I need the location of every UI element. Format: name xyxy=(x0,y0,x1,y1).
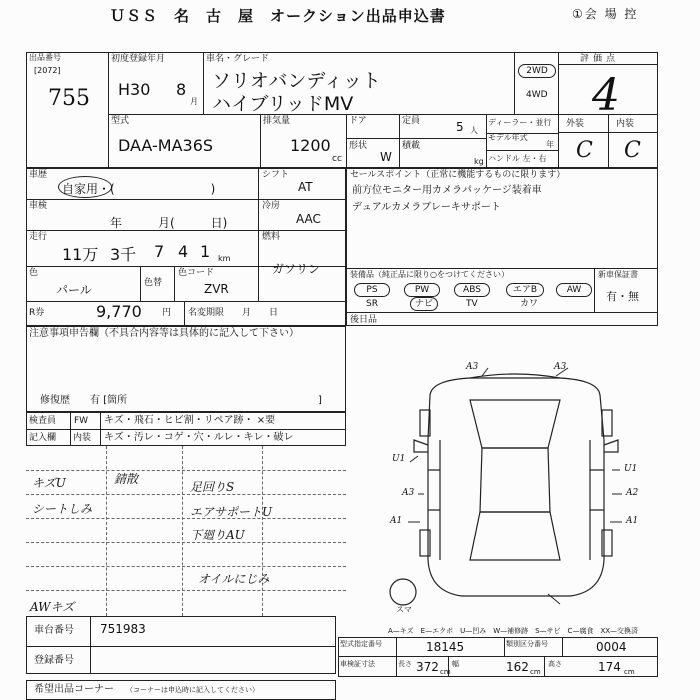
drive-2wd: 2WD xyxy=(518,64,556,78)
load-label: 積載 xyxy=(402,141,421,151)
equip-pw: PW xyxy=(404,283,440,297)
mark-spare: スマ xyxy=(396,605,412,614)
displacement-unit: cc xyxy=(332,154,342,164)
mark-a3-front-left: A3 xyxy=(466,362,479,372)
capacity-unit: 人 xyxy=(470,126,478,135)
sales-point-line1: 前方位モニター用カメラパッケージ装着車 xyxy=(352,185,542,196)
repair-history-close: ] xyxy=(318,395,322,406)
remark-seat-stain: シートしみ xyxy=(32,502,93,516)
warranty-value: 有・無 xyxy=(606,290,639,303)
inspector-row2-text: キズ・汚レ・コゲ・穴・ルレ・キレ・破レ xyxy=(104,432,294,443)
mark-a1-right: A1 xyxy=(626,516,639,526)
footer-note: （コーナーは申込時に記入してください） xyxy=(126,686,259,694)
car-name-line2: ハイブリッドMV xyxy=(212,93,354,115)
mileage-unit: km xyxy=(218,254,231,263)
displacement-value: 1200 xyxy=(290,136,331,155)
registration-month-unit: 月 xyxy=(190,97,198,106)
lot-number: 755 xyxy=(48,86,90,111)
car-history-label: 車歴 xyxy=(29,170,48,180)
remark-air-support: エアサポートU xyxy=(190,505,273,519)
equip-leather: カワ xyxy=(520,299,539,309)
recycle-value: 9,770 xyxy=(96,302,142,321)
model-code-value: 18145 xyxy=(426,640,465,654)
sales-point-label: セールスポイント（正常に機能するものに限ります） xyxy=(350,170,566,180)
reg-number-label: 登録番号 xyxy=(34,655,74,666)
chassis-label: 車台番号 xyxy=(34,625,74,636)
color-code-value: ZVR xyxy=(204,282,229,296)
equip-tv: TV xyxy=(466,299,478,309)
evaluation-score: 4 xyxy=(592,70,620,121)
recycle-label: R券 xyxy=(29,308,45,318)
color-change-label: 色替 xyxy=(144,278,163,288)
mark-a1-left: A1 xyxy=(390,516,403,526)
warranty-label: 新車保証書 xyxy=(598,270,638,279)
remark-rust: 錆散 xyxy=(114,472,139,486)
inspector-row2-tag: 内装 xyxy=(73,433,92,443)
category-value: 0004 xyxy=(596,640,627,654)
after-parts-label: 後日品 xyxy=(350,315,378,325)
chassis-value: 751983 xyxy=(100,622,146,636)
repair-history-label: 修復歴 有 [箇所 xyxy=(40,395,128,406)
fuel-label: 燃料 xyxy=(262,232,281,242)
lot-code: [2072] xyxy=(34,66,61,75)
length-unit: cm xyxy=(440,668,451,676)
registration-era-year: H30 xyxy=(118,80,151,99)
lot-label: 出品番号 xyxy=(29,53,61,62)
mileage-digit-1: 11万 xyxy=(62,245,99,264)
dims-label: 車検証寸法 xyxy=(340,660,375,668)
width-unit: cm xyxy=(530,668,541,676)
mileage-digit-3: 7 xyxy=(154,242,165,261)
model-year-unit: 年 xyxy=(546,140,554,149)
capacity-value: 5 xyxy=(456,120,464,134)
remark-oil: オイルにじみ xyxy=(198,572,270,586)
color-label: 色 xyxy=(29,268,39,278)
lane-label: ①会 場 控 xyxy=(572,7,639,21)
mark-a3-left: A3 xyxy=(402,488,415,498)
mark-u1-right: U1 xyxy=(624,464,638,474)
sheet-title: ＵＳＳ 名 古 屋 オークション出品申込書 xyxy=(110,7,446,25)
shift-value: AT xyxy=(298,180,313,194)
equipment-label: 装備品（純正品に限り○をつけてください） xyxy=(350,270,509,279)
interior-grade: C xyxy=(624,138,641,163)
fuel-value: ガソリン xyxy=(272,262,321,276)
model-year-label: モデル年式 xyxy=(488,133,528,142)
interior-label: 内装 xyxy=(616,119,635,129)
evaluation-label: 評価点 xyxy=(580,54,620,64)
aircon-value: AAC xyxy=(296,212,321,226)
door-label: ドア xyxy=(349,116,367,126)
dealer-label: ディーラー・並行 xyxy=(488,118,552,127)
car-name-line1: ソリオバンディット xyxy=(212,70,381,92)
model-code-label: 型式指定番号 xyxy=(340,640,382,648)
mark-u1-left: U1 xyxy=(392,454,406,464)
model-value: DAA-MA36S xyxy=(118,136,214,155)
mileage-label: 走行 xyxy=(29,232,48,242)
height-value: 174 xyxy=(598,660,621,674)
color-code-label: 色コード xyxy=(178,268,215,278)
registration-month: 8 xyxy=(176,80,187,99)
exterior-label: 外装 xyxy=(566,119,585,129)
color-value: パール xyxy=(56,283,92,297)
diagram-legend: A—キズ E—エクボ U—凹み W—補修跡 S—サビ C—腐食 XX—交換済 xyxy=(388,627,639,635)
remark-suspension: 足回りS xyxy=(190,480,235,494)
car-name-label: 車名・グレード xyxy=(206,54,270,64)
aircon-label: 冷房 xyxy=(262,201,281,211)
load-unit: kg xyxy=(474,157,484,166)
width-label: 幅 xyxy=(452,660,459,668)
height-label: 高さ xyxy=(548,660,562,668)
mark-a2-right: A2 xyxy=(626,488,639,498)
height-unit: cm xyxy=(624,668,635,676)
equip-sr: SR xyxy=(366,299,378,309)
shaken-label: 車検 xyxy=(29,201,48,211)
remark-scratch: キズU xyxy=(32,476,66,490)
drive-4wd: 4WD xyxy=(526,90,548,100)
meigi-label: 名変期限 月 日 xyxy=(188,308,279,318)
inspector-row2-label: 記入欄 xyxy=(29,433,57,443)
remark-underbody: 下廻りAU xyxy=(190,528,245,542)
mileage-digit-5: 1 xyxy=(200,242,211,261)
inspector-row1-text: キズ・飛石・ヒビ割・リペア跡・ ×要 xyxy=(104,415,276,426)
footer-label: 希望出品コーナー xyxy=(34,684,114,695)
equip-abs: ABS xyxy=(454,283,490,297)
handle-label: ハンドル 左・右 xyxy=(488,154,547,163)
mileage-digit-4: 4 xyxy=(178,242,189,261)
shift-label: シフト xyxy=(262,170,290,180)
shape-value: W xyxy=(380,150,392,164)
displacement-label: 排気量 xyxy=(263,116,291,126)
shaken-value: 年 月( 日) xyxy=(110,216,228,230)
capacity-label: 定員 xyxy=(402,116,421,126)
equip-airbag: エアB xyxy=(506,283,544,297)
mileage-digit-2: 3千 xyxy=(110,245,137,264)
notes-label: 注意事項申告欄（不具合内容等は具体的に記入して下さい） xyxy=(29,328,299,339)
recycle-yen: 円 xyxy=(162,308,172,318)
car-history-value: 自家用・( ) xyxy=(62,182,216,196)
equip-ps: PS xyxy=(354,283,390,297)
sales-point-line2: デュアルカメラブレーキサポート xyxy=(352,202,501,213)
length-label: 長さ xyxy=(398,660,412,668)
equip-navi: ナビ xyxy=(410,297,438,311)
inspector-row1-label: 検査員 xyxy=(29,416,57,426)
length-value: 372 xyxy=(416,660,439,674)
equip-aw: AW xyxy=(556,283,592,297)
inspector-row1-tag: FW xyxy=(74,416,89,426)
model-label: 型式 xyxy=(111,116,130,126)
shape-label: 形状 xyxy=(349,141,368,151)
exterior-grade: C xyxy=(576,138,593,163)
mark-a3-front-right: A3 xyxy=(554,362,567,372)
registration-label: 初度登録年月 xyxy=(111,54,166,64)
category-label: 類別区分番号 xyxy=(506,640,548,648)
width-value: 162 xyxy=(506,660,529,674)
remark-aw-scratch: AWキズ xyxy=(30,600,75,614)
